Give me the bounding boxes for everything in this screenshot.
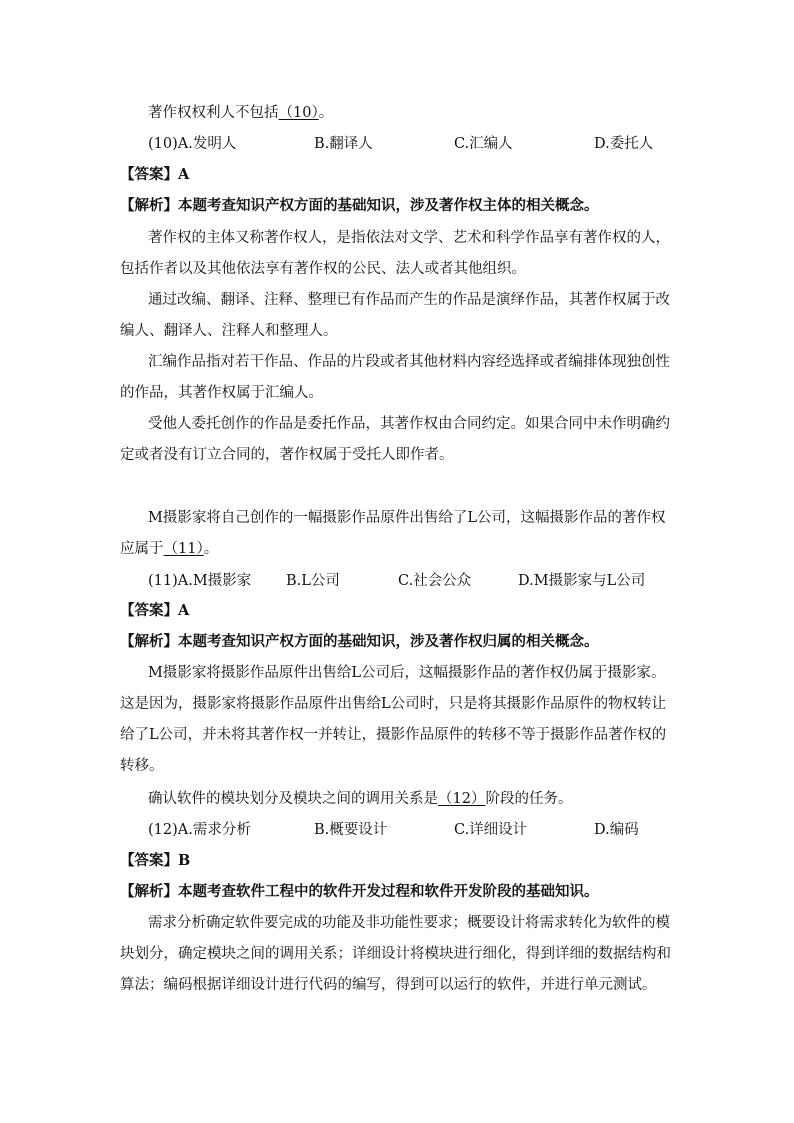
q10-answer-value: A [178,166,190,183]
q11-stem-text: M摄影家将自己创作的一幅摄影作品原件出售给了L公司，这幅摄影作品的著作权应属于 [120,510,666,557]
q10-answer [120,165,189,185]
q11-blank: （11） [163,541,204,557]
q11-stem-end: 。 [203,541,219,557]
q12-answer-tag: 【答案】 [120,852,178,869]
q11-option-b: B.L公司 [286,573,340,589]
q10-analysis-paragraph-1: 著作权的主体又称著作权人，是指依法对文学、艺术和科学作品享有著作权的人，包括作者以及其他依法享有著作权的公民、法人或者其他组织。 [120,230,670,277]
q11-option-c: C.社会公众 [398,573,472,589]
q11-analysis-title [120,632,599,652]
q11-analysis-tag: 【解析】 [120,633,178,650]
q11-answer [120,601,189,621]
q12-option-b: B.概要设计 [314,822,388,838]
q10-option-a: (10)A.发明人 [148,136,237,152]
q10-option-c: C.汇编人 [454,136,513,152]
q10-analysis-title [120,196,599,216]
q11-analysis-paragraph-1: M摄影家将摄影作品原件出售给L公司后，这幅摄影作品的著作权仍属于摄影家。这是因为，摄影家将摄影作品原件出售给L公司时，只是将其摄影作品原件的物权转让给了L公司，并未将其著作权一并转让，摄影作品原件的转移不等于摄影作品著作权的转移。 [120,665,667,774]
q10-analysis-paragraph-2: 通过改编、翻译、注释、整理已有作品而产生的作品是演绎作品，其著作权属于改编人、翻译人、注释人和整理人。 [120,292,670,339]
q10-analysis-paragraph-4: 受他人委托创作的作品是委托作品，其著作权由合同约定。如果合同中未作明确约定或者没有订立合同的，著作权属于受托人即作者。 [120,416,670,463]
q12-option-d: D.编码 [594,822,639,838]
q12-analysis-tag: 【解析】 [120,883,178,900]
q12-answer [120,851,190,871]
q12-blank: （12） [438,791,486,807]
q11-stem [120,503,672,565]
q11-analysis-title-text: 本题考查知识产权方面的基础知识，涉及著作权归属的相关概念。 [178,633,599,650]
q12-analysis-title-text: 本题考查软件工程中的软件开发过程和软件开发阶段的基础知识。 [178,883,599,900]
q12-stem-text: 确认软件的模块划分及模块之间的调用关系是 [148,791,438,807]
q12-analysis-paragraph-1: 需求分析确定软件要完成的功能及非功能性要求；概要设计将需求转化为软件的模块划分，确定模块之间的调用关系；详细设计将模块进行细化，得到详细的数据结构和算法；编码根据详细设计进行代码的编写，得到可以运行的软件，并进行单元测试。 [120,915,671,993]
q10-analysis-tag: 【解析】 [120,197,178,214]
q12-option-a: (12)A.需求分析 [148,822,251,838]
q11-answer-tag: 【答案】 [120,602,178,619]
q11-answer-value: A [178,602,190,619]
q10-answer-tag: 【答案】 [120,166,178,183]
q10-stem-text: 著作权权利人不包括 [148,105,279,121]
q12-analysis-title [120,882,599,902]
q10-stem-end: 。 [318,105,334,121]
q10-analysis-title-text: 本题考查知识产权方面的基础知识，涉及著作权主体的相关概念。 [178,197,599,214]
q12-stem [148,789,572,809]
q11-option-a: (11)A.M摄影家 [148,573,252,589]
q12-stem-end: 阶段的任务。 [485,791,573,807]
q12-option-c: C.详细设计 [454,822,528,838]
q10-analysis-paragraph-3: 汇编作品指对若干作品、作品的片段或者其他材料内容经选择或者编排体现独创性的作品，其著作权属于汇编人。 [120,354,670,401]
q10-stem [148,103,333,123]
q10-option-d: D.委托人 [594,136,654,152]
q10-option-b: B.翻译人 [314,136,373,152]
q10-blank: （10） [278,105,319,121]
q11-option-d: D.M摄影家与L公司 [518,573,646,589]
q12-answer-value: B [178,852,191,869]
